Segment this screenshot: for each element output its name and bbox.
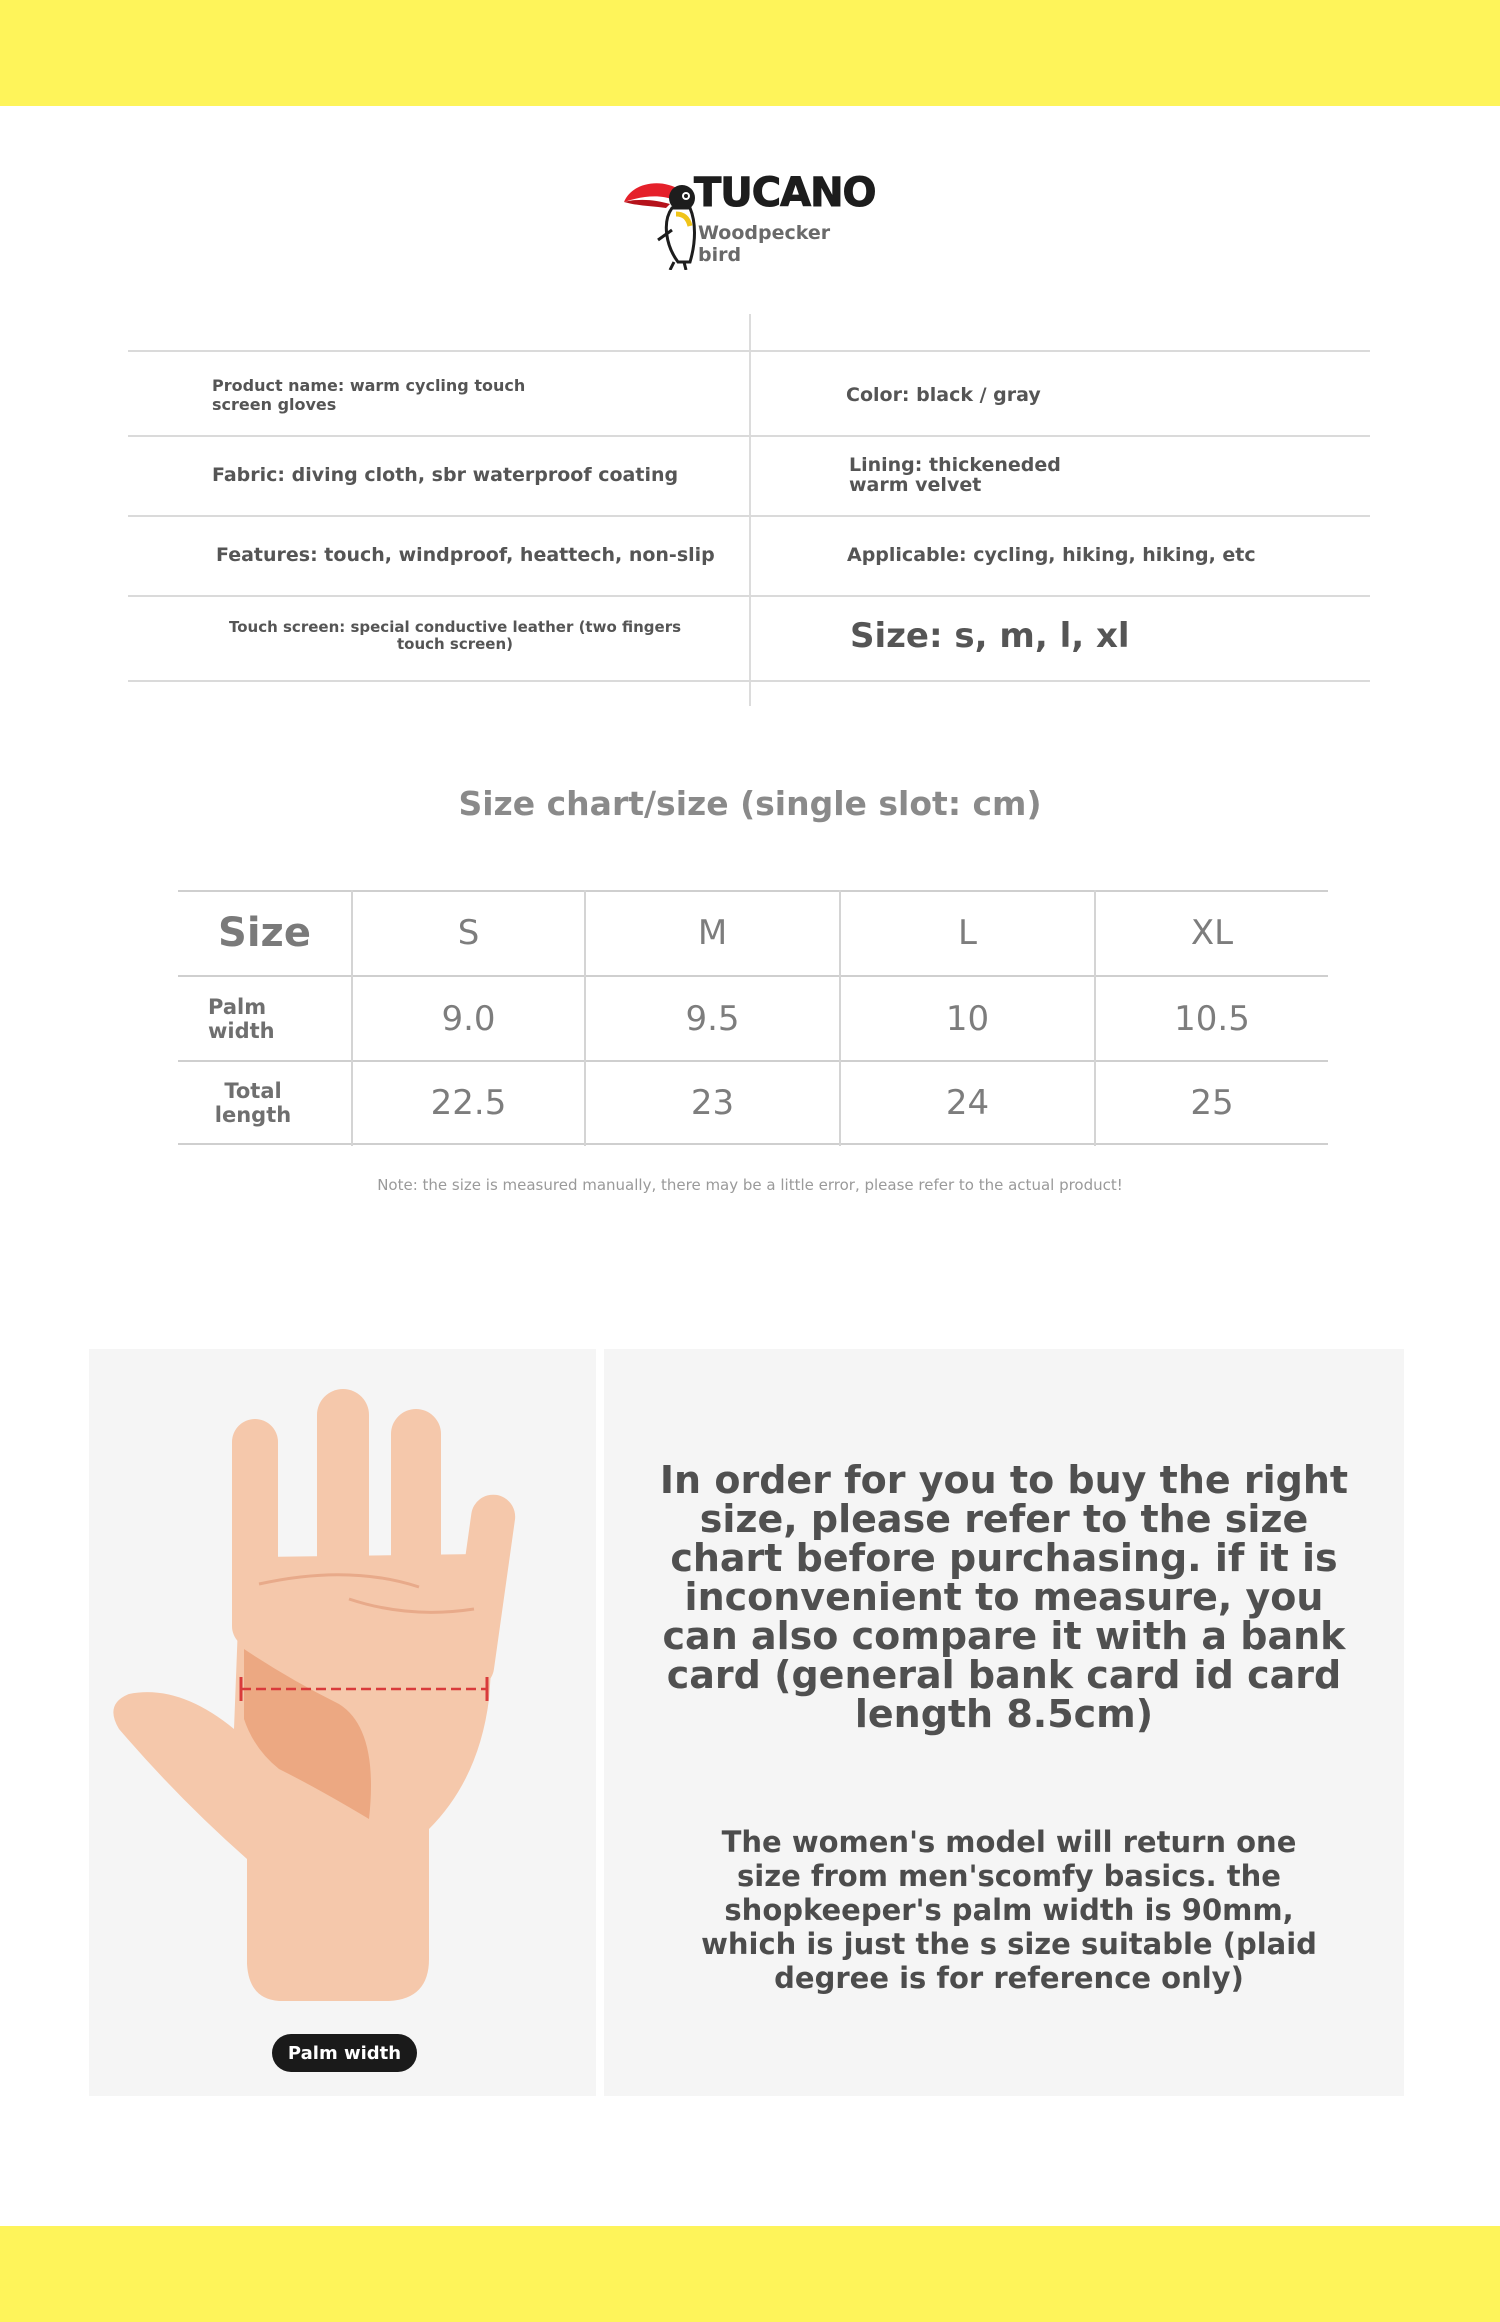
- spec-lining: Lining: thickeneded warm velvet: [849, 454, 1061, 496]
- size-header-m: M: [697, 912, 728, 953]
- spec-color: Color: black / gray: [846, 384, 1041, 406]
- spec-rule: [128, 350, 1370, 352]
- spec-rule: [128, 680, 1370, 682]
- palm-width-s: 9.0: [441, 998, 496, 1039]
- spec-features: Features: touch, windproof, heattech, non-slip: [216, 544, 715, 566]
- measurement-note: Note: the size is measured manually, there may be a little error, please refer to the actual product!: [377, 1176, 1123, 1194]
- total-length-l: 24: [945, 1082, 990, 1123]
- spec-rule: [128, 435, 1370, 437]
- size-header-l: L: [958, 912, 977, 953]
- spec-table: [128, 314, 1370, 706]
- row-label-palm-width: Palm width: [208, 994, 275, 1043]
- total-length-s: 22.5: [430, 1082, 507, 1123]
- toucan-bird-icon: [614, 170, 704, 270]
- size-header-s: S: [457, 912, 480, 953]
- spec-fabric: Fabric: diving cloth, sbr waterproof coating: [212, 464, 679, 486]
- size-chart-title: Size chart/size (single slot: cm): [458, 784, 1042, 823]
- spec-applicable: Applicable: cycling, hiking, hiking, etc: [847, 544, 1256, 566]
- spec-divider: [749, 314, 751, 706]
- palm-width-m: 9.5: [685, 998, 740, 1039]
- palm-width-badge: Palm width: [272, 2034, 417, 2072]
- size-header-label: Size: [218, 909, 311, 956]
- brand-wordmark: TUCANO: [694, 170, 876, 216]
- hand-illustration-icon: [89, 1349, 596, 2096]
- top-yellow-band: [0, 0, 1500, 106]
- total-length-m: 23: [690, 1082, 735, 1123]
- bottom-yellow-band: [0, 2226, 1500, 2322]
- brand-subtitle: Woodpecker bird: [698, 222, 831, 266]
- size-guide-secondary-text: The women's model will return one size from men'scomfy basics. the shopkeeper's palm width is 90mm, which is just the s size suitable (plaid degree is for reference only): [701, 1825, 1317, 1995]
- size-guide-panel: [604, 1349, 1404, 2096]
- brand-logo: [614, 170, 894, 280]
- spec-touch-screen: Touch screen: special conductive leather (two fingers touch screen): [228, 618, 682, 653]
- row-label-total-length: Total length: [214, 1078, 292, 1127]
- spec-rule: [128, 515, 1370, 517]
- palm-width-xl: 10.5: [1174, 998, 1250, 1039]
- spec-product-name: Product name: warm cycling touch screen gloves: [212, 376, 526, 414]
- spec-rule: [128, 595, 1370, 597]
- spec-size: Size: s, m, l, xl: [850, 616, 1130, 656]
- total-length-xl: 25: [1190, 1082, 1234, 1123]
- palm-width-l: 10: [945, 998, 990, 1039]
- size-guide-main-text: In order for you to buy the right size, please refer to the size chart before purchasing. if it is inconvenient to measure, you can also compare it with a bank card (general bank card id card length 8.5cm): [659, 1458, 1349, 1736]
- hand-illustration-panel: [89, 1349, 596, 2096]
- size-header-xl: XL: [1190, 912, 1234, 953]
